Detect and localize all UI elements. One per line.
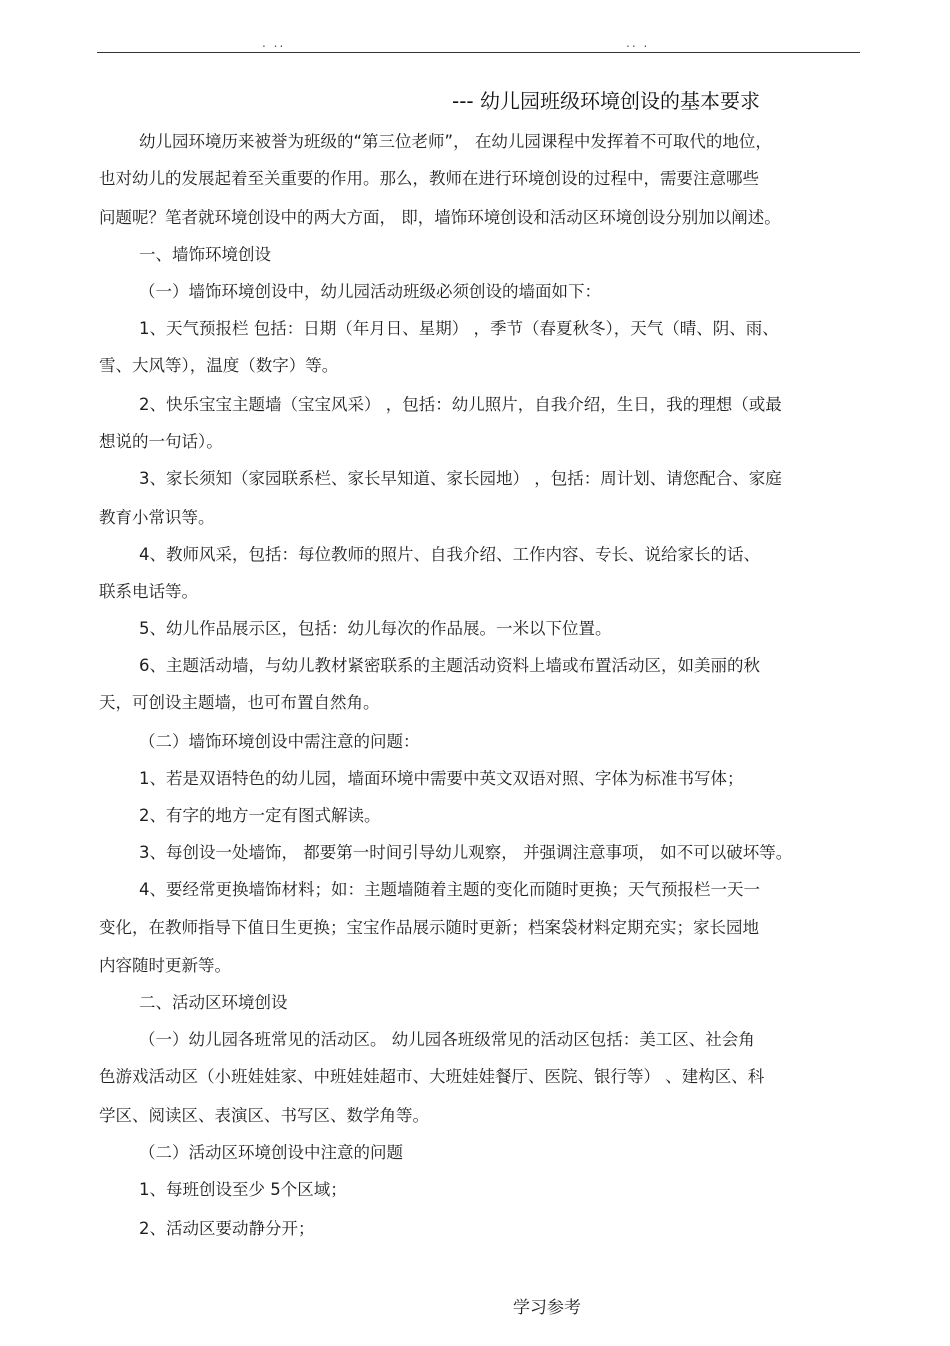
list-item: 4、教师风采，包括：每位教师的照片、自我介绍、工作内容、专长、说给家长的话、	[139, 545, 760, 564]
subsection-heading: （一）墙饰环境创设中，幼儿园活动班级必须创设的墙面如下：	[139, 282, 601, 301]
list-item: 3、每创设一处墙饰， 都要第一时间引导幼儿观察， 并强调注意事项， 如不可以破坏等。	[139, 843, 793, 862]
list-item: 2、活动区要动静分开；	[139, 1219, 315, 1238]
list-item-continued: 联系电话等。	[99, 582, 198, 601]
list-item: 1、每班创设至少 5个区域；	[139, 1180, 347, 1199]
paragraph-line: 问题呢？笔者就环境创设中的两大方面， 即，墙饰环境创设和活动区环境创设分别加以阐述。	[99, 208, 781, 227]
list-item: 5、幼儿作品展示区，包括：幼儿每次的作品展。一米以下位置。	[139, 619, 612, 638]
page-footer: 学习参考	[513, 1298, 581, 1318]
list-item-continued: 变化，在教师指导下值日生更换；宝宝作品展示随时更新；档案袋材料定期充实；家长园地	[99, 918, 759, 937]
section-heading: 一、墙饰环境创设	[139, 245, 271, 264]
list-item: 2、快乐宝宝主题墙（宝宝风采） ，包括：幼儿照片，自我介绍，生日，我的理想（或最	[139, 395, 782, 414]
list-item-continued: 内容随时更新等。	[99, 956, 231, 975]
paragraph-line: 色游戏活动区（小班娃娃家、中班娃娃超市、大班娃娃餐厅、医院、银行等） 、建构区、科	[99, 1067, 765, 1086]
subsection-heading: （二）活动区环境创设中注意的问题	[139, 1143, 403, 1162]
paragraph-line: 学区、阅读区、表演区、书写区、数学角等。	[99, 1106, 429, 1125]
subsection-heading: （一）幼儿园各班常见的活动区。 幼儿园各班级常见的活动区包括：美工区、社会角	[139, 1030, 755, 1049]
document-title: --- 幼儿园班级环境创设的基本要求	[452, 89, 761, 113]
header-rule	[97, 52, 860, 53]
paragraph-line: 也对幼儿的发展起着至关重要的作用。那么，教师在进行环境创设的过程中，需要注意哪些	[99, 169, 759, 188]
list-item: 6、主题活动墙，与幼儿教材紧密联系的主题活动资料上墙或布置活动区，如美丽的秋	[139, 656, 760, 675]
list-item-continued: 天，可创设主题墙，也可布置自然角。	[99, 693, 380, 712]
list-item-continued: 雪、大风等），温度（数字）等。	[99, 356, 339, 375]
subsection-heading: （二）墙饰环境创设中需注意的问题：	[139, 732, 420, 751]
header-dots-right: .. .	[626, 36, 650, 50]
list-item: 1、天气预报栏 包括：日期（年月日、星期） ，季节（春夏秋冬），天气（晴、阴、雨、	[139, 319, 779, 338]
list-item: 1、若是双语特色的幼儿园，墙面环境中需要中英文双语对照、字体为标准书写体；	[139, 769, 744, 788]
list-item: 4、要经常更换墙饰材料；如：主题墙随着主题的变化而随时更换；天气预报栏一天一	[139, 880, 760, 899]
list-item-continued: 教育小常识等。	[99, 508, 215, 527]
paragraph-line: 幼儿园环境历来被誉为班级的“第三位老师”， 在幼儿园课程中发挥着不可取代的地位，	[139, 132, 772, 151]
list-item: 3、家长须知（家园联系栏、家长早知道、家长园地） ，包括：周计划、请您配合、家庭	[139, 469, 782, 488]
list-item-continued: 想说的一句话）。	[99, 432, 223, 451]
section-heading: 二、活动区环境创设	[139, 993, 288, 1012]
header-dots-left: . ..	[262, 36, 286, 50]
list-item: 2、有字的地方一定有图式解读。	[139, 806, 381, 825]
